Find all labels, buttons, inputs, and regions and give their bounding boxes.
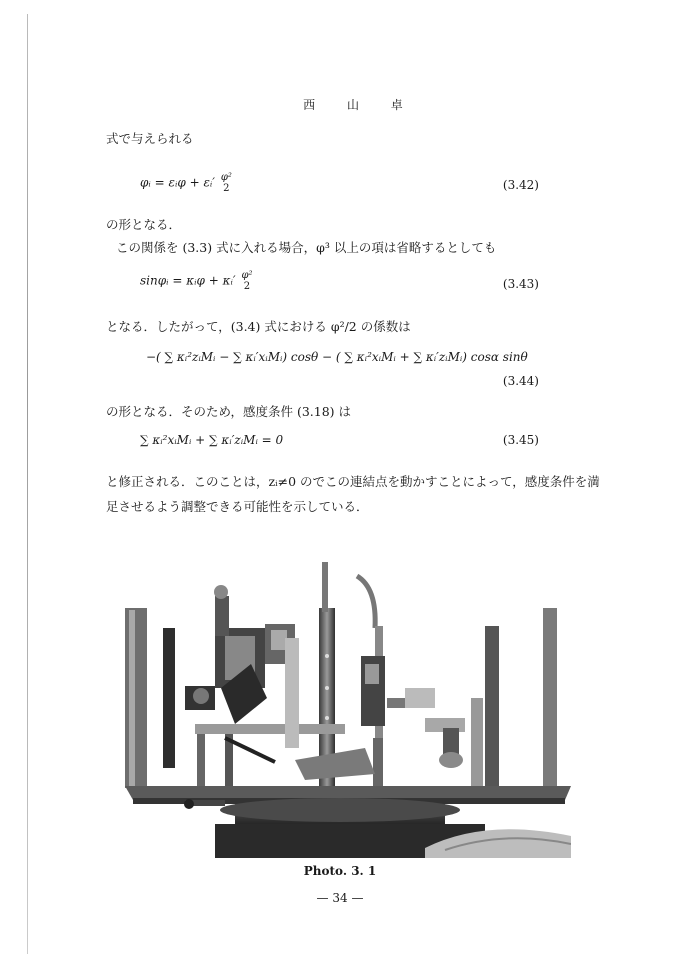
- equation-number-3-42: (3.42): [502, 178, 539, 192]
- running-header-author: 西 山 卓: [303, 98, 417, 112]
- photo-apparatus: [125, 548, 571, 858]
- equation-3-42-lhs: φᵢ = εᵢφ + εᵢ′: [140, 175, 216, 190]
- fraction-numerator: φ²: [220, 172, 232, 183]
- equation-3-43-fraction: [241, 270, 252, 292]
- fraction-numerator: φ²: [241, 270, 253, 281]
- paragraph-form: の形となる．: [106, 217, 182, 232]
- equation-3-45: ∑ κᵢ²xᵢMᵢ + ∑ κᵢ′zᵢMᵢ = 0: [140, 433, 284, 447]
- photo-apparatus-graphic: [125, 548, 571, 858]
- equation-number-3-44: (3.44): [502, 374, 539, 388]
- paragraph-conclusion-line-2: 足させるよう調整できる可能性を示している．: [106, 499, 369, 514]
- paragraph-relation: この関係を (3.3) 式に入れる場合，φ³ 以上の項は省略するとしても: [116, 240, 497, 255]
- equation-number-3-43: (3.43): [502, 277, 539, 291]
- equation-number-3-45: (3.45): [502, 433, 539, 447]
- page-number: — 34 —: [316, 891, 364, 905]
- equation-3-43-lhs: sinφᵢ = κᵢφ + κᵢ′: [140, 273, 236, 288]
- paragraph-conclusion-line-1: と修正される．このことは，zᵢ≠0 のでこの連結点を動かすことによって，感度条件を満: [106, 474, 600, 489]
- paragraph-sensitivity: の形となる．そのため，感度条件 (3.18) は: [106, 404, 352, 419]
- fraction-denominator: 2: [243, 281, 251, 292]
- equation-3-44: −( ∑ κᵢ²zᵢMᵢ − ∑ κᵢ′xᵢMᵢ) cosθ − ( ∑ κᵢ²xᵢMᵢ + ∑ κᵢ′zᵢMᵢ) cosα sinθ: [146, 350, 528, 364]
- equation-3-42-fraction: [221, 172, 232, 194]
- equation-3-43: [140, 270, 252, 292]
- equation-3-42: [140, 172, 232, 194]
- figure-caption: Photo. 3. 1: [303, 864, 377, 878]
- paragraph-intro: 式で与えられる: [106, 131, 194, 146]
- binding-margin-line: [27, 14, 28, 954]
- fraction-denominator: 2: [223, 183, 230, 194]
- paragraph-coefficient: となる．したがって，(3.4) 式における φ²/2 の係数は: [106, 319, 411, 334]
